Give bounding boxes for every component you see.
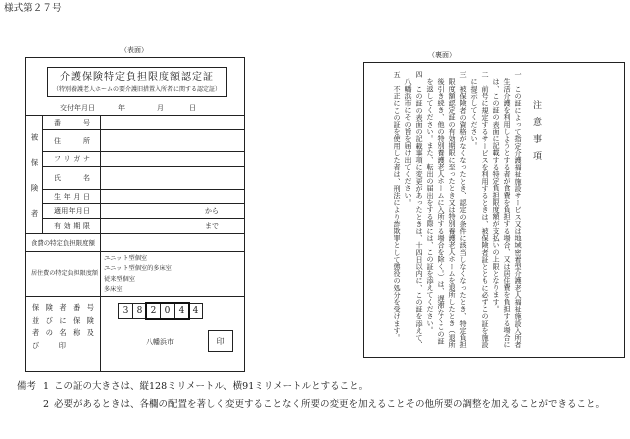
back-side-label: （裏面） [428,51,456,59]
title-box [47,67,227,97]
name-value [100,166,244,189]
issue-date-year: 年 [118,104,125,112]
insurer-name: 八幡浜市 [146,338,174,346]
insurer-number-digit: 2 [146,303,161,319]
insured-group-cell [26,115,42,233]
notices-body [384,71,524,351]
insurer-number-digit: 4 [174,303,189,319]
notice-item-number: 五 [393,71,402,79]
effective-date-value [100,203,244,218]
insurer-number-digit: 3 [118,303,133,319]
address-label-cell [42,129,100,151]
birth-date-label: 生年月日 [54,192,90,201]
notice-item-number: 四 [415,71,424,79]
issue-date-month: 月 [157,104,164,112]
insurer-label-line: 保険者番号 [32,303,94,312]
notes-label: 備考 [17,381,37,392]
certificate-back [363,62,625,358]
notice-item [403,71,425,351]
front-side-label: （表面） [120,46,148,54]
seal-box [208,330,233,352]
furigana-label: フリガナ [54,155,90,163]
issue-date-label: 交付年月日 [60,104,95,112]
certificate-title: 介護保険特定負担限度額認定証 [60,72,214,83]
effective-date-suffix: から [205,207,219,215]
residence-option: ユニット型個室 [104,255,148,262]
number-label: 番号 [54,118,90,127]
certificate-table [26,115,244,371]
note-text: この証の大きさは、縦128ミリメートル、横91ミリメートルとすること。 [54,381,369,392]
notice-item [491,71,524,351]
note-text: 必要があるときは、各欄の配置を著しく変更することなく所要の変更を加えることその他所要の調整を加えることができること。 [54,399,606,410]
insurer-label [26,296,100,371]
residence-option: 多床室 [104,285,123,293]
insurer-number-digit: 4 [188,303,203,319]
note-number: 2 [43,399,50,410]
note-number: 1 [43,381,50,392]
name-label: 氏名 [54,174,90,182]
expiry-label-cell [42,218,100,233]
certificate-front [25,57,245,372]
form-number: 様式第２７号 [4,3,62,14]
notice-item [425,71,469,351]
expiry-suffix: まで [205,222,219,230]
notice-item-text: 前号に規定するサービスを利用するときは、被保険者証とともに必ずこの証を施設に提示してください。 [470,78,490,348]
issue-date-day: 日 [189,104,196,112]
expiry-value [100,218,244,233]
number-label-cell [42,115,100,129]
birth-date-value [100,189,244,203]
notice-item-number: 二 [481,71,490,79]
residence-option: 従来型個室 [104,275,135,283]
insurer-number-digit: 0 [160,303,175,319]
furigana-value [100,151,244,166]
residence-limit-label: 居住費の特定負担限度額 [26,251,100,296]
notice-item-number: 一 [514,71,523,79]
insurer-number-highlight-frame [145,302,190,320]
notice-item-text: 被保険者の資格がなくなったとき、認定の条件に該当しなくなったとき、特定負担限度額認定証の有効期限に至ったとき又は特別養護老人ホームを退所したとき（退所後引き続き、他の特別養護老人ホームに入所する場合を除く。）は、遅滞なくこの証を返してください。また、転出の届出をする際には、この証を添えてください。 [426,78,468,348]
notices-heading: 注意事項 [531,100,541,168]
address-value [100,129,244,151]
number-value [100,115,244,129]
food-limit-label: 食費の特定負担限度額 [26,233,100,251]
furigana-label-cell [42,151,100,166]
notice-item-text: この証によって指定介護福祉施設サービス又は地域密着型介護老人福祉施設入所者生活介護を利用しようとする者が食費を負担する場合、又は居住費を負担する場合には、この証の表面に記載する特定負担限度額が支払いの上限となります。 [492,78,523,348]
notice-item-text: この証の表面の記載事項に変更があったときは、十四日以内に、この証を添えて、八幡浜市にその旨を届け出てください。 [404,78,424,348]
residence-option: ユニット型個室的多床室 [104,265,172,273]
notice-item [469,71,491,351]
address-label: 住所 [54,136,90,145]
notice-item-number: 三 [459,71,468,79]
notice-item [392,71,403,351]
insured-group-label: 被保険者 [30,132,39,217]
insurer-label-line: び印 [32,340,66,350]
effective-date-label: 適用年月日 [54,207,90,215]
effective-date-label-cell [42,203,100,218]
notice-item-text: 不正にこの証を使用した者は、刑法により詐欺罪として懲役の処分を受けます。 [393,85,402,341]
birth-date-label-cell [42,189,100,203]
insurer-area [100,296,244,371]
certificate-subtitle: （特別養護老人ホームの要介護旧措置入所者に関する認定証） [52,86,221,93]
residence-limit-options [100,251,244,296]
insurer-number-digit: 8 [132,303,147,319]
seal-label: 印 [216,336,225,346]
expiry-label: 有効期限 [54,222,90,230]
food-limit-value [100,233,244,251]
insurer-label-line: 並びに保険 [32,315,94,325]
name-label-cell [42,166,100,189]
insurer-label-line: 者の名称及 [32,328,94,338]
